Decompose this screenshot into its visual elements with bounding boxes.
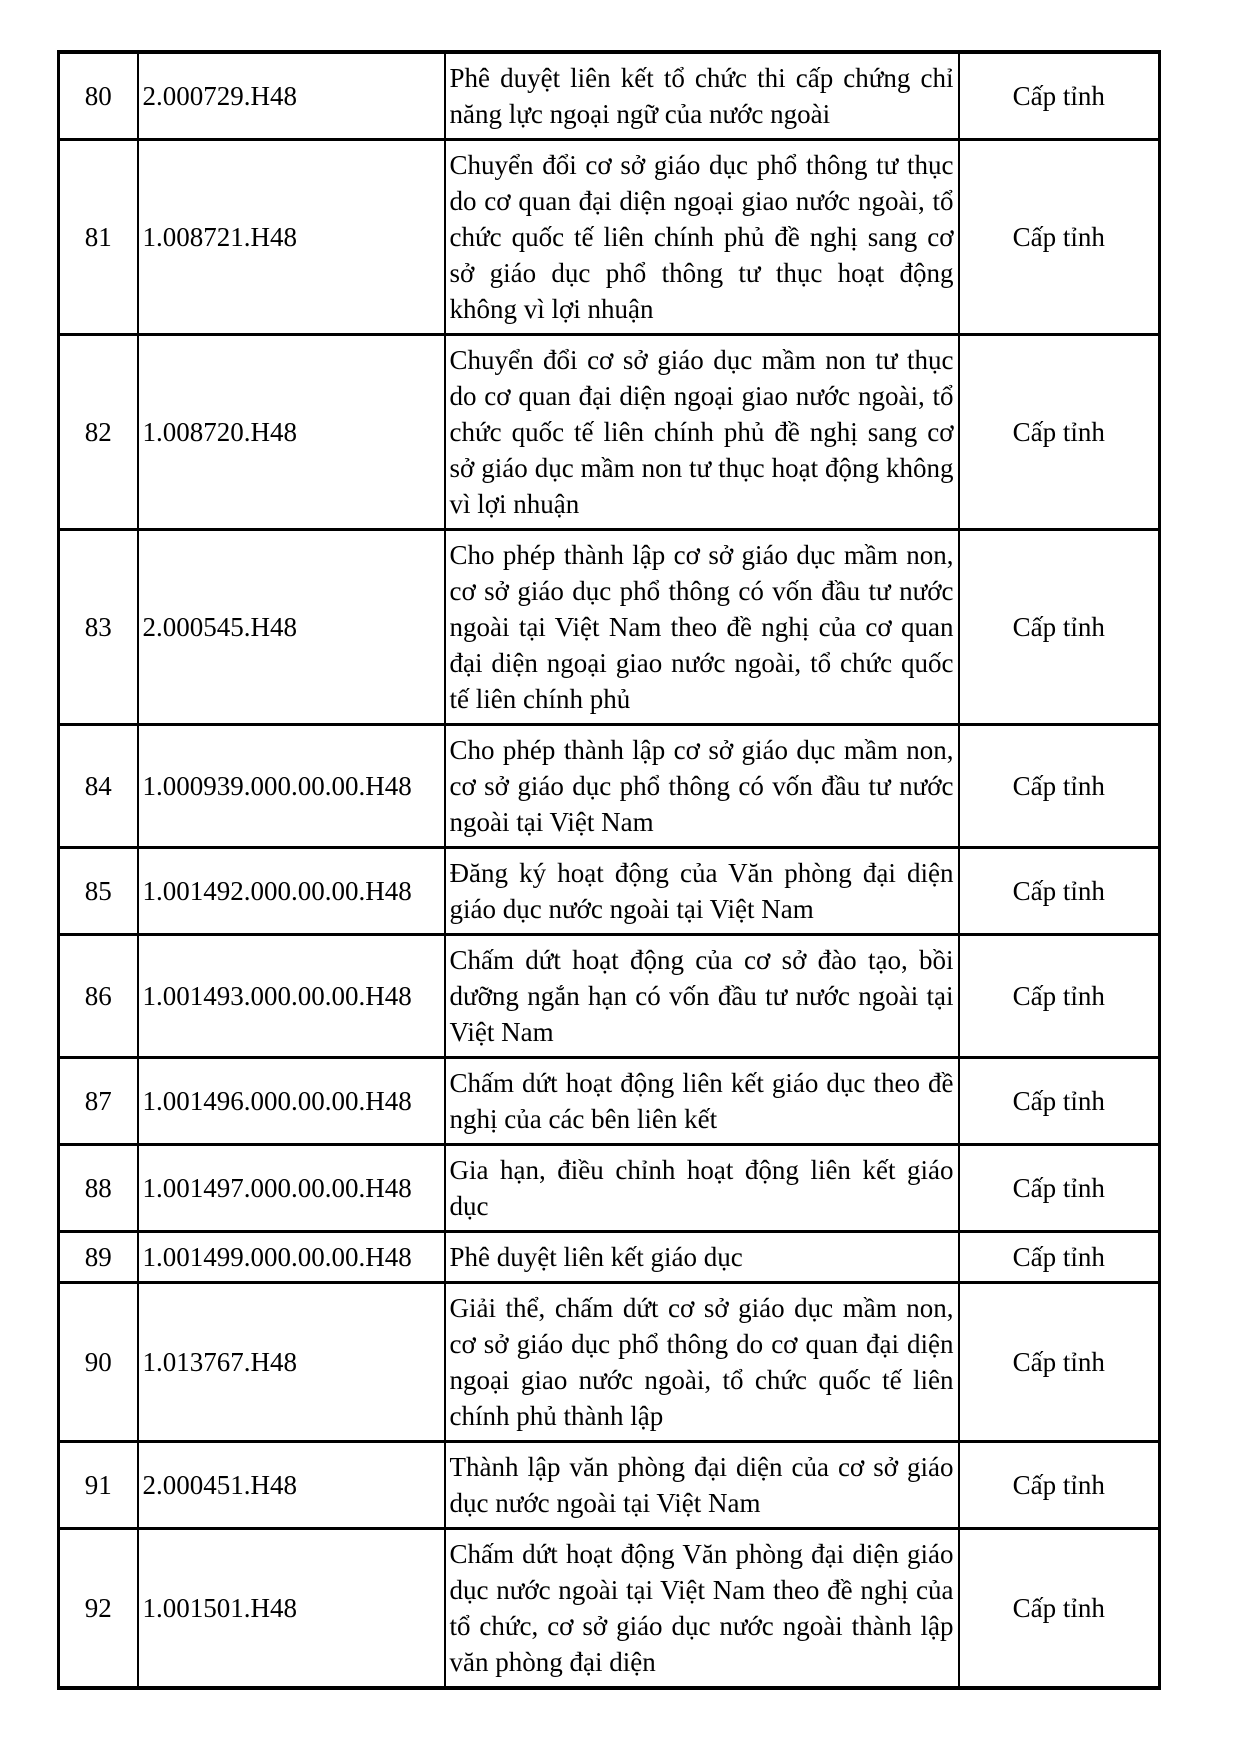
table-row [59, 935, 1160, 1058]
admin-level-cell: Cấp tỉnh [959, 848, 1160, 935]
procedure-code-cell: 1.001497.000.00.00.H48 [138, 1145, 445, 1232]
procedures-table [57, 50, 1161, 1690]
table-row [59, 1283, 1160, 1442]
procedure-code-cell: 1.001501.H48 [138, 1529, 445, 1689]
row-number-cell: 92 [59, 1529, 138, 1689]
table-row [59, 1232, 1160, 1283]
admin-level-cell: Cấp tỉnh [959, 1529, 1160, 1689]
row-number-cell: 82 [59, 335, 138, 530]
table-row [59, 335, 1160, 530]
row-number-cell: 86 [59, 935, 138, 1058]
row-number-cell: 87 [59, 1058, 138, 1145]
procedure-code-cell: 1.000939.000.00.00.H48 [138, 725, 445, 848]
table-row [59, 1442, 1160, 1529]
admin-level-cell: Cấp tỉnh [959, 52, 1160, 140]
procedure-code-cell: 1.001493.000.00.00.H48 [138, 935, 445, 1058]
admin-level-cell: Cấp tỉnh [959, 140, 1160, 335]
procedure-name-cell: Cho phép thành lập cơ sở giáo dục mầm non, cơ sở giáo dục phổ thông có vốn đầu tư nước ngoài tại Việt Nam theo đề nghị của cơ quan đại diện ngoại giao nước ngoài, tổ chức quốc tế liên chính phủ [445, 530, 959, 725]
procedure-name-cell: Chuyển đổi cơ sở giáo dục mầm non tư thục do cơ quan đại diện ngoại giao nước ngoài, tổ chức quốc tế liên chính phủ đề nghị sang cơ sở giáo dục mầm non tư thục hoạt động không vì lợi nhuận [445, 335, 959, 530]
procedure-name-cell: Giải thể, chấm dứt cơ sở giáo dục mầm non, cơ sở giáo dục phổ thông do cơ quan đại diện ngoại giao nước ngoài, tổ chức quốc tế liên chính phủ thành lập [445, 1283, 959, 1442]
table-row [59, 1145, 1160, 1232]
admin-level-cell: Cấp tỉnh [959, 335, 1160, 530]
procedure-code-cell: 1.008721.H48 [138, 140, 445, 335]
table-row [59, 1058, 1160, 1145]
admin-level-cell: Cấp tỉnh [959, 530, 1160, 725]
row-number-cell: 83 [59, 530, 138, 725]
row-number-cell: 84 [59, 725, 138, 848]
row-number-cell: 85 [59, 848, 138, 935]
procedure-name-cell: Phê duyệt liên kết giáo dục [445, 1232, 959, 1283]
procedure-code-cell: 1.001492.000.00.00.H48 [138, 848, 445, 935]
admin-level-cell: Cấp tỉnh [959, 1058, 1160, 1145]
table-row [59, 725, 1160, 848]
admin-level-cell: Cấp tỉnh [959, 1145, 1160, 1232]
procedure-name-cell: Thành lập văn phòng đại diện của cơ sở giáo dục nước ngoài tại Việt Nam [445, 1442, 959, 1529]
table-row [59, 140, 1160, 335]
procedure-name-cell: Phê duyệt liên kết tổ chức thi cấp chứng chỉ năng lực ngoại ngữ của nước ngoài [445, 52, 959, 140]
table-row [59, 530, 1160, 725]
procedure-name-cell: Chuyển đổi cơ sở giáo dục phổ thông tư thục do cơ quan đại diện ngoại giao nước ngoài, tổ chức quốc tế liên chính phủ đề nghị sang cơ sở giáo dục phổ thông tư thục hoạt động không vì lợi nhuận [445, 140, 959, 335]
procedure-name-cell: Chấm dứt hoạt động Văn phòng đại diện giáo dục nước ngoài tại Việt Nam theo đề nghị của tổ chức, cơ sở giáo dục nước ngoài thành lập văn phòng đại diện [445, 1529, 959, 1689]
procedure-name-cell: Cho phép thành lập cơ sở giáo dục mầm non, cơ sở giáo dục phổ thông có vốn đầu tư nước ngoài tại Việt Nam [445, 725, 959, 848]
procedure-name-cell: Đăng ký hoạt động của Văn phòng đại diện giáo dục nước ngoài tại Việt Nam [445, 848, 959, 935]
row-number-cell: 81 [59, 140, 138, 335]
row-number-cell: 89 [59, 1232, 138, 1283]
procedure-code-cell: 2.000451.H48 [138, 1442, 445, 1529]
procedure-name-cell: Chấm dứt hoạt động liên kết giáo dục theo đề nghị của các bên liên kết [445, 1058, 959, 1145]
procedure-code-cell: 1.001496.000.00.00.H48 [138, 1058, 445, 1145]
row-number-cell: 90 [59, 1283, 138, 1442]
row-number-cell: 88 [59, 1145, 138, 1232]
table-row [59, 1529, 1160, 1689]
admin-level-cell: Cấp tỉnh [959, 1283, 1160, 1442]
procedure-name-cell: Chấm dứt hoạt động của cơ sở đào tạo, bồi dưỡng ngắn hạn có vốn đầu tư nước ngoài tại Việt Nam [445, 935, 959, 1058]
procedure-code-cell: 2.000729.H48 [138, 52, 445, 140]
admin-level-cell: Cấp tỉnh [959, 1442, 1160, 1529]
procedure-code-cell: 1.008720.H48 [138, 335, 445, 530]
procedure-code-cell: 1.013767.H48 [138, 1283, 445, 1442]
row-number-cell: 91 [59, 1442, 138, 1529]
table-row [59, 52, 1160, 140]
admin-level-cell: Cấp tỉnh [959, 1232, 1160, 1283]
procedure-code-cell: 2.000545.H48 [138, 530, 445, 725]
row-number-cell: 80 [59, 52, 138, 140]
procedures-table-body [59, 52, 1160, 1688]
admin-level-cell: Cấp tỉnh [959, 935, 1160, 1058]
admin-level-cell: Cấp tỉnh [959, 725, 1160, 848]
procedure-name-cell: Gia hạn, điều chỉnh hoạt động liên kết giáo dục [445, 1145, 959, 1232]
table-row [59, 848, 1160, 935]
procedure-code-cell: 1.001499.000.00.00.H48 [138, 1232, 445, 1283]
